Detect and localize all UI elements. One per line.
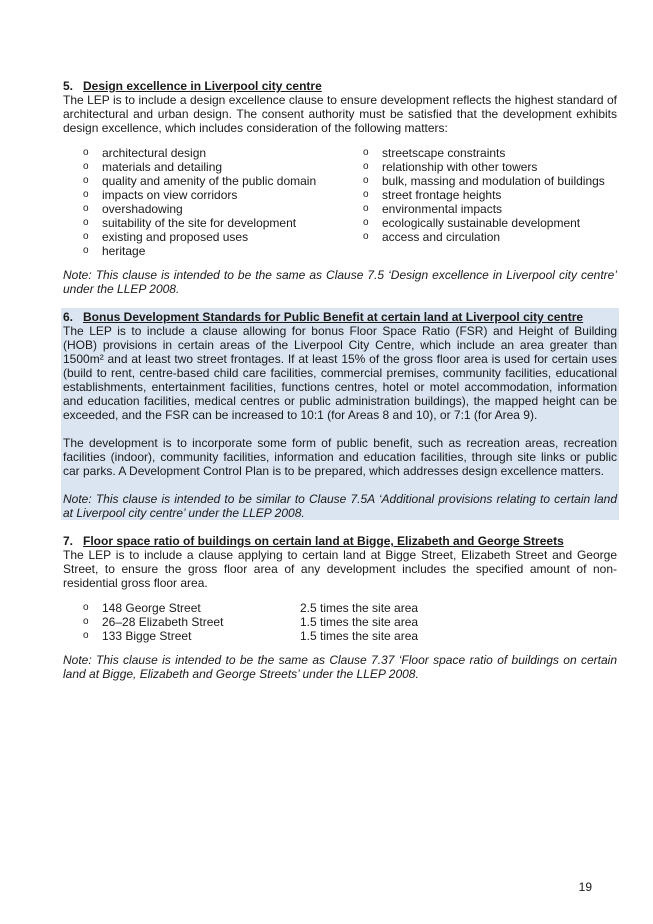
property-list	[83, 601, 617, 643]
section-7-note: Note: This clause is intended to be the same as Clause 7.37 ‘Floor space ratio of buildings on certain land at Bigge, Elizabeth and George Streets’ under the LLEP 2008.	[63, 653, 617, 681]
section-7	[63, 534, 617, 681]
section-6-number: 6.	[63, 310, 74, 324]
list-item: o access and circulation	[363, 230, 617, 244]
section-5-number: 5.	[63, 79, 74, 93]
list-item	[83, 601, 617, 615]
section-5-title: Design excellence in Liverpool city centre	[83, 79, 322, 93]
list-item: o suitability of the site for development	[83, 216, 363, 230]
design-matters-left-column	[83, 146, 363, 258]
property-address: 148 George Street	[102, 601, 201, 615]
section-6-body-2: The development is to incorporate some form of public benefit, such as recreation areas, recreation facilities (indoor), community facilities, information and education facilities, through site links or public car parks. A Development Control Plan is to be prepared, which addresses design excellence matters.	[63, 436, 617, 478]
page-number: 19	[578, 880, 592, 894]
list-item	[83, 629, 617, 643]
section-7-number: 7.	[63, 534, 74, 548]
section-5-note: Note: This clause is intended to be the same as Clause 7.5 ‘Design excellence in Liverpool city centre’ under the LLEP 2008.	[63, 268, 617, 296]
design-matters-right-column	[363, 146, 617, 258]
section-7-heading	[63, 534, 617, 548]
list-item: o architectural design	[83, 146, 363, 160]
list-item: o environmental impacts	[363, 202, 617, 216]
list-item: o quality and amenity of the public domain	[83, 174, 363, 188]
list-item: o streetscape constraints	[363, 146, 617, 160]
section-6-body-1: The LEP is to include a clause allowing for bonus Floor Space Ratio (FSR) and Height of Building (HOB) provisions in certain areas of the Liverpool City Centre, which include an area greater than 1500m² and at least two street frontages. If at least 15% of the gross floor area is used for certain uses (build to rent, centre-based child care facilities, commercial premises, community facilities, educational establishments, entertainment facilities, functions centres, hotel or motel accommodation, information and education facilities, medical centres or public administration buildings), the mapped height can be exceeded, and the FSR can be increased to 10:1 (for Areas 8 and 10), or 7:1 (for Area 9).	[63, 324, 617, 422]
property-address: 26–28 Elizabeth Street	[102, 615, 224, 629]
list-item: o ecologically sustainable development	[363, 216, 617, 230]
list-item: o bulk, massing and modulation of buildings	[363, 174, 617, 188]
list-item: o street frontage heights	[363, 188, 617, 202]
section-6-heading	[63, 310, 617, 324]
list-item: o impacts on view corridors	[83, 188, 363, 202]
list-item: o relationship with other towers	[363, 160, 617, 174]
property-ratio: 1.5 times the site area	[300, 615, 419, 629]
section-5-heading	[63, 79, 617, 93]
list-item	[83, 615, 617, 629]
list-item: o overshadowing	[83, 202, 363, 216]
property-ratio: 1.5 times the site area	[300, 629, 419, 643]
section-7-body: The LEP is to include a clause applying to certain land at Bigge Street, Elizabeth Street and George Street, to ensure the gross floor area of any development includes the specified amount of non-residential gross floor area.	[63, 548, 617, 590]
section-5-body: The LEP is to include a design excellence clause to ensure development reflects the highest standard of architectural and urban design. The consent authority must be satisfied that the development exhibits design excellence, which includes consideration of the following matters:	[63, 93, 617, 135]
section-7-title: Floor space ratio of buildings on certain land at Bigge, Elizabeth and George Streets	[83, 534, 564, 548]
design-matters-list	[63, 146, 617, 258]
list-item: o existing and proposed uses	[83, 230, 363, 244]
section-6-title: Bonus Development Standards for Public Benefit at certain land at Liverpool city centre	[83, 310, 584, 324]
section-5	[63, 79, 617, 296]
section-6	[61, 308, 619, 520]
section-6-note: Note: This clause is intended to be similar to Clause 7.5A ‘Additional provisions relating to certain land at Liverpool city centre’ under the LLEP 2008.	[63, 492, 617, 520]
property-address: 133 Bigge Street	[102, 629, 192, 643]
list-item: o heritage	[83, 244, 363, 258]
property-ratio: 2.5 times the site area	[300, 601, 419, 615]
list-item: o materials and detailing	[83, 160, 363, 174]
document-page	[63, 79, 617, 681]
